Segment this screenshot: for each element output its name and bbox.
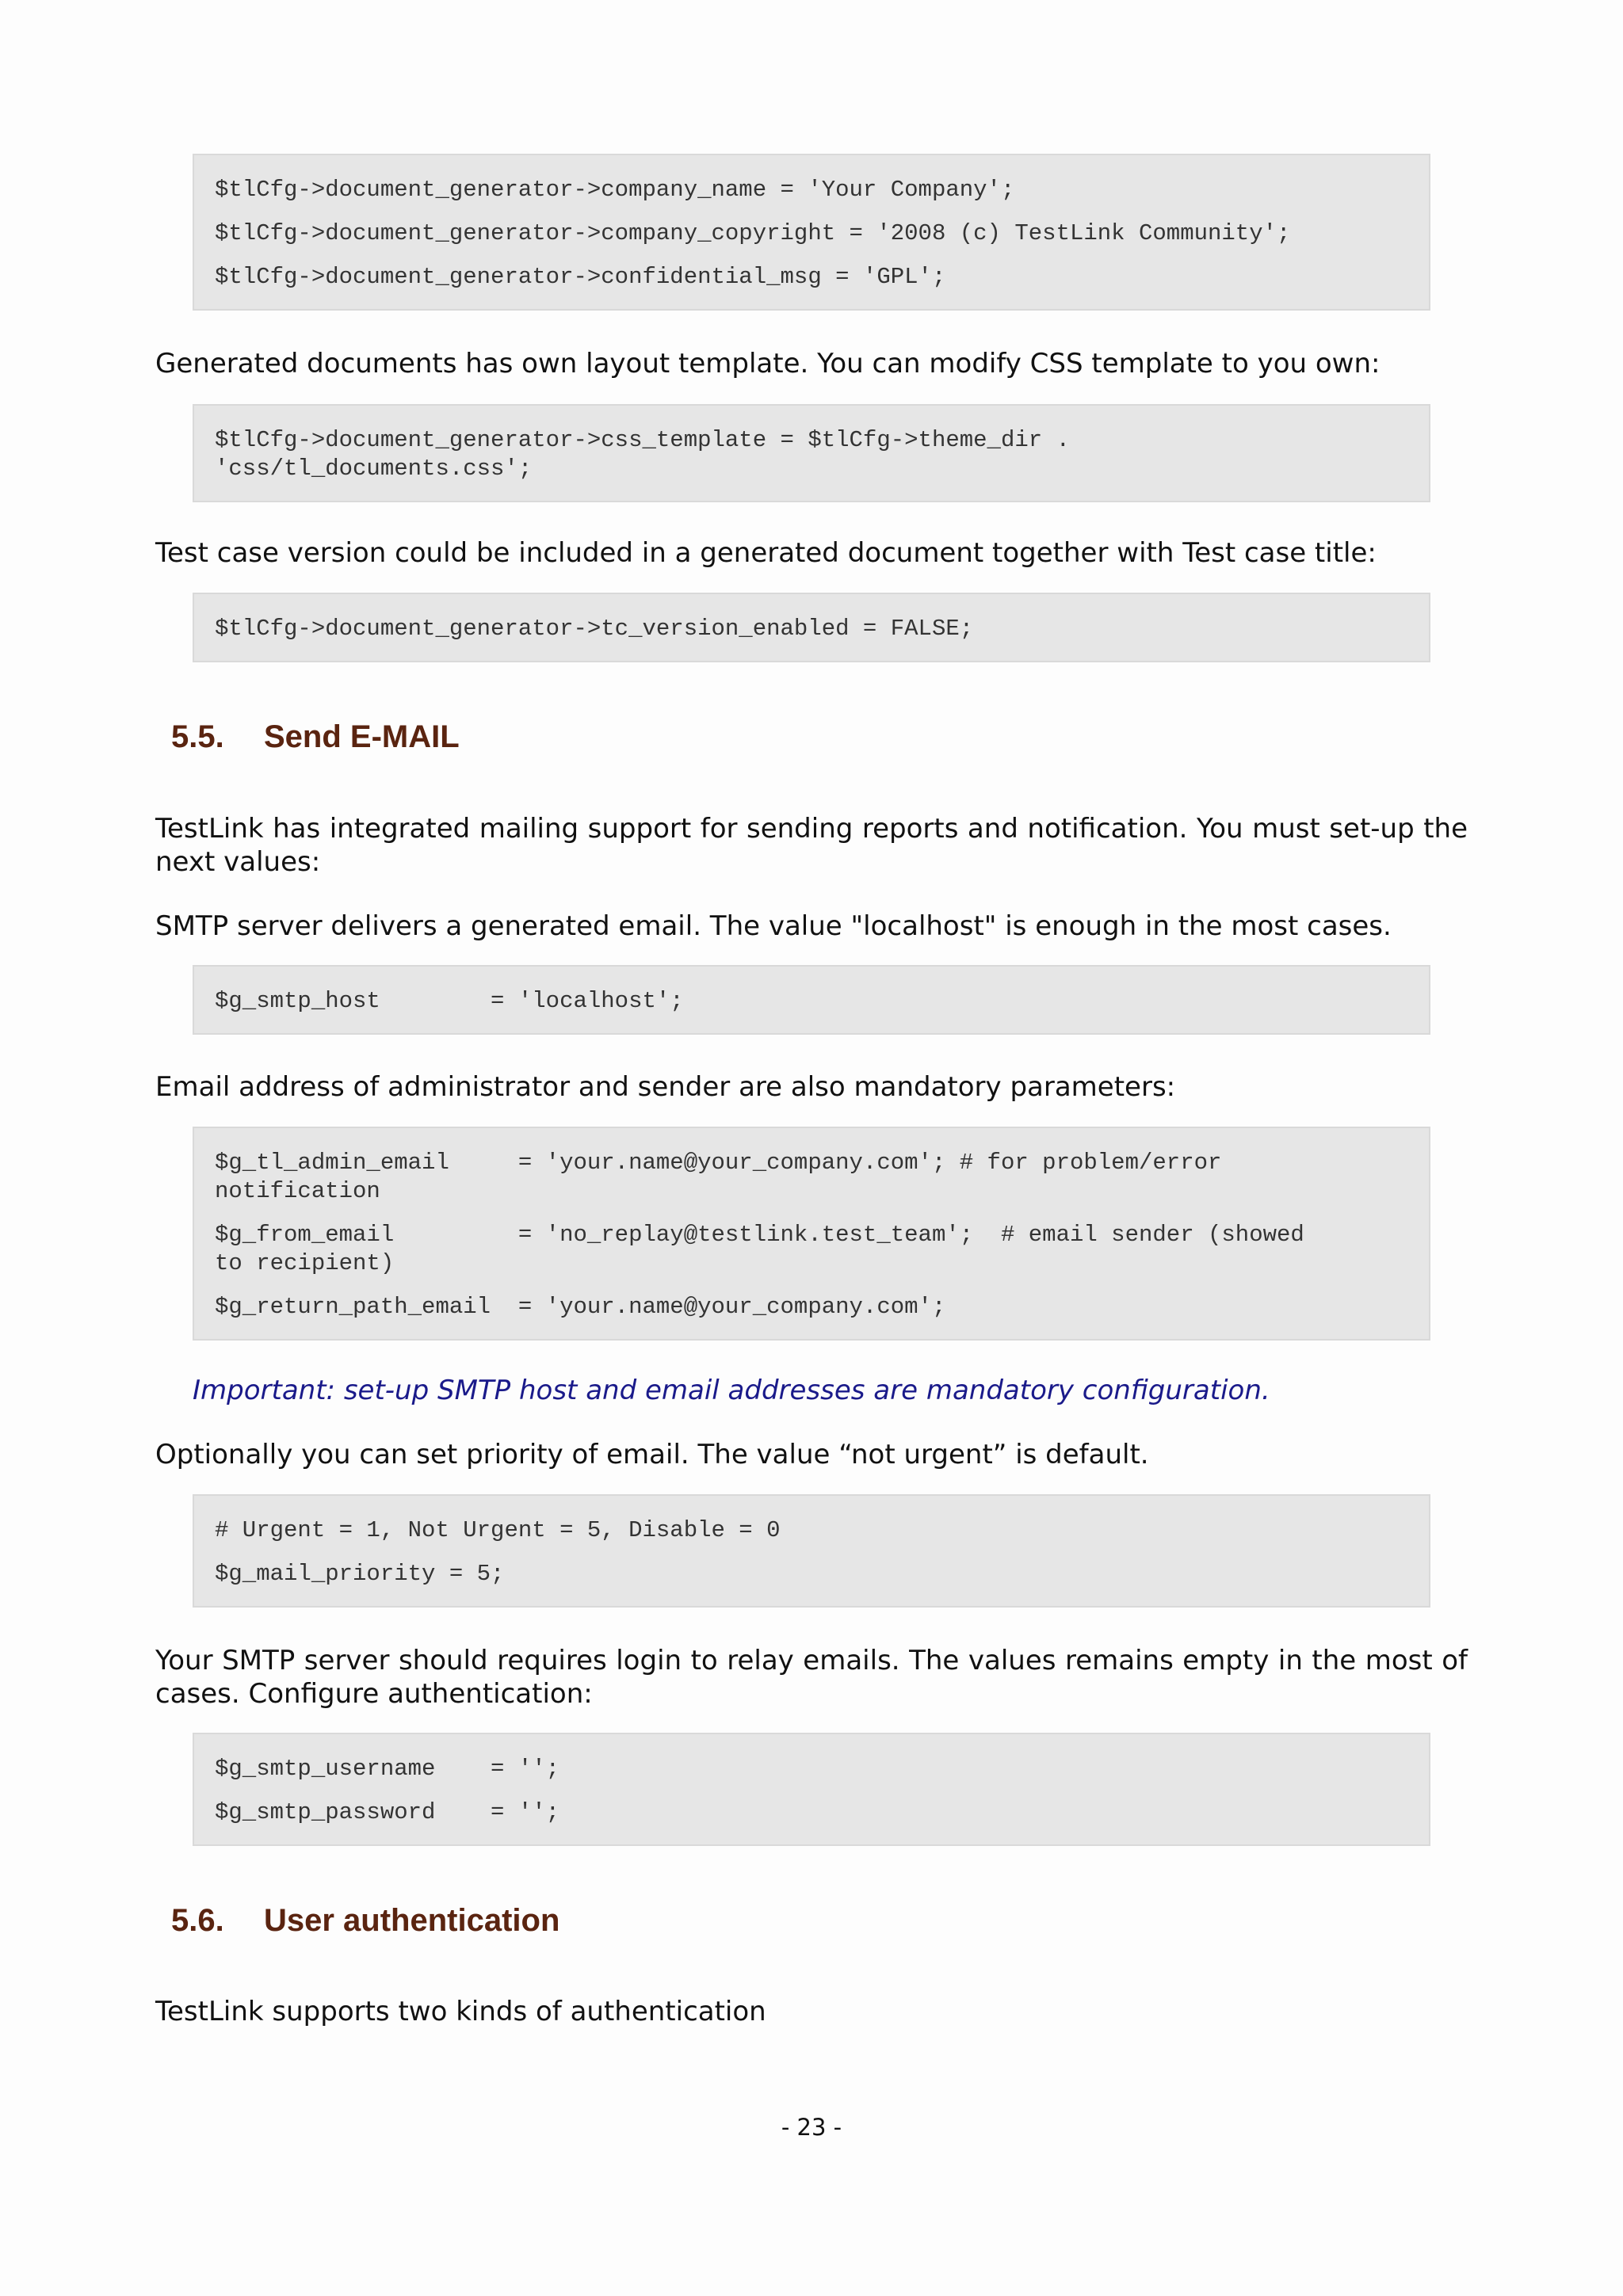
- page-number: - 23 -: [781, 2114, 842, 2141]
- code-line: $tlCfg->document_generator->confidential_msg = 'GPL';: [215, 264, 946, 290]
- important-note: Important: set-up SMTP host and email addresses are mandatory configuration.: [193, 1375, 1270, 1406]
- code-line: $g_smtp_host = 'localhost';: [215, 988, 684, 1014]
- paragraph-tc-version: Test case version could be included in a generated document together with Test case title:: [155, 537, 1377, 569]
- code-line: # Urgent = 1, Not Urgent = 5, Disable = 0: [215, 1517, 781, 1543]
- paragraph-email-addresses: Email address of administrator and sender are also mandatory parameters:: [155, 1071, 1176, 1103]
- paragraph-smtp-login: Your SMTP server should requires login to relay emails. The values remains empty in the most of cases. Configure authentication:: [155, 1645, 1468, 1710]
- code-block-tc-version: [193, 593, 1430, 662]
- code-line: $tlCfg->document_generator->company_copyright = '2008 (c) TestLink Community';: [215, 220, 1291, 246]
- paragraph-smtp-server: SMTP server delivers a generated email. The value "localhost" is enough in the most cases.: [155, 910, 1392, 942]
- section-heading-user-authentication: [171, 1903, 559, 1939]
- section-title: Send E-MAIL: [264, 719, 460, 754]
- code-block-mail-priority: [193, 1494, 1430, 1608]
- code-block-smtp-credentials: [193, 1733, 1430, 1846]
- code-line: $g_mail_priority = 5;: [215, 1561, 505, 1587]
- code-line: $tlCfg->document_generator->css_template = $tlCfg->theme_dir . 'css/tl_documents.css';: [215, 427, 1070, 482]
- code-line: $g_tl_admin_email = 'your.name@your_company.com'; # for problem/error notification: [215, 1150, 1222, 1204]
- code-line: $tlCfg->document_generator->tc_version_enabled = FALSE;: [215, 616, 974, 642]
- section-number: 5.6.: [171, 1903, 224, 1938]
- code-line: $g_return_path_email = 'your.name@your_company.com';: [215, 1294, 946, 1320]
- paragraph-css-template: Generated documents has own layout template. You can modify CSS template to you own:: [155, 348, 1381, 379]
- code-line: $g_smtp_username = '';: [215, 1756, 560, 1782]
- code-line: $g_from_email = 'no_replay@testlink.test_team'; # email sender (showed to recipient): [215, 1222, 1304, 1276]
- code-line: $g_smtp_password = '';: [215, 1799, 560, 1825]
- code-block-company-settings: [193, 154, 1430, 311]
- section-heading-send-email: [171, 719, 460, 755]
- paragraph-mailing-support: TestLink has integrated mailing support for sending reports and notification. You must set-up the next values:: [155, 813, 1468, 878]
- section-title: User authentication: [264, 1903, 560, 1938]
- code-block-email-addresses: [193, 1127, 1430, 1341]
- code-block-css-template: [193, 404, 1430, 502]
- paragraph-authentication-kinds: TestLink supports two kinds of authentication: [155, 1996, 766, 2027]
- section-number: 5.5.: [171, 719, 224, 754]
- code-block-smtp-host: [193, 965, 1430, 1035]
- paragraph-email-priority: Optionally you can set priority of email. The value “not urgent” is default.: [155, 1439, 1149, 1470]
- code-line: $tlCfg->document_generator->company_name = 'Your Company';: [215, 177, 1015, 203]
